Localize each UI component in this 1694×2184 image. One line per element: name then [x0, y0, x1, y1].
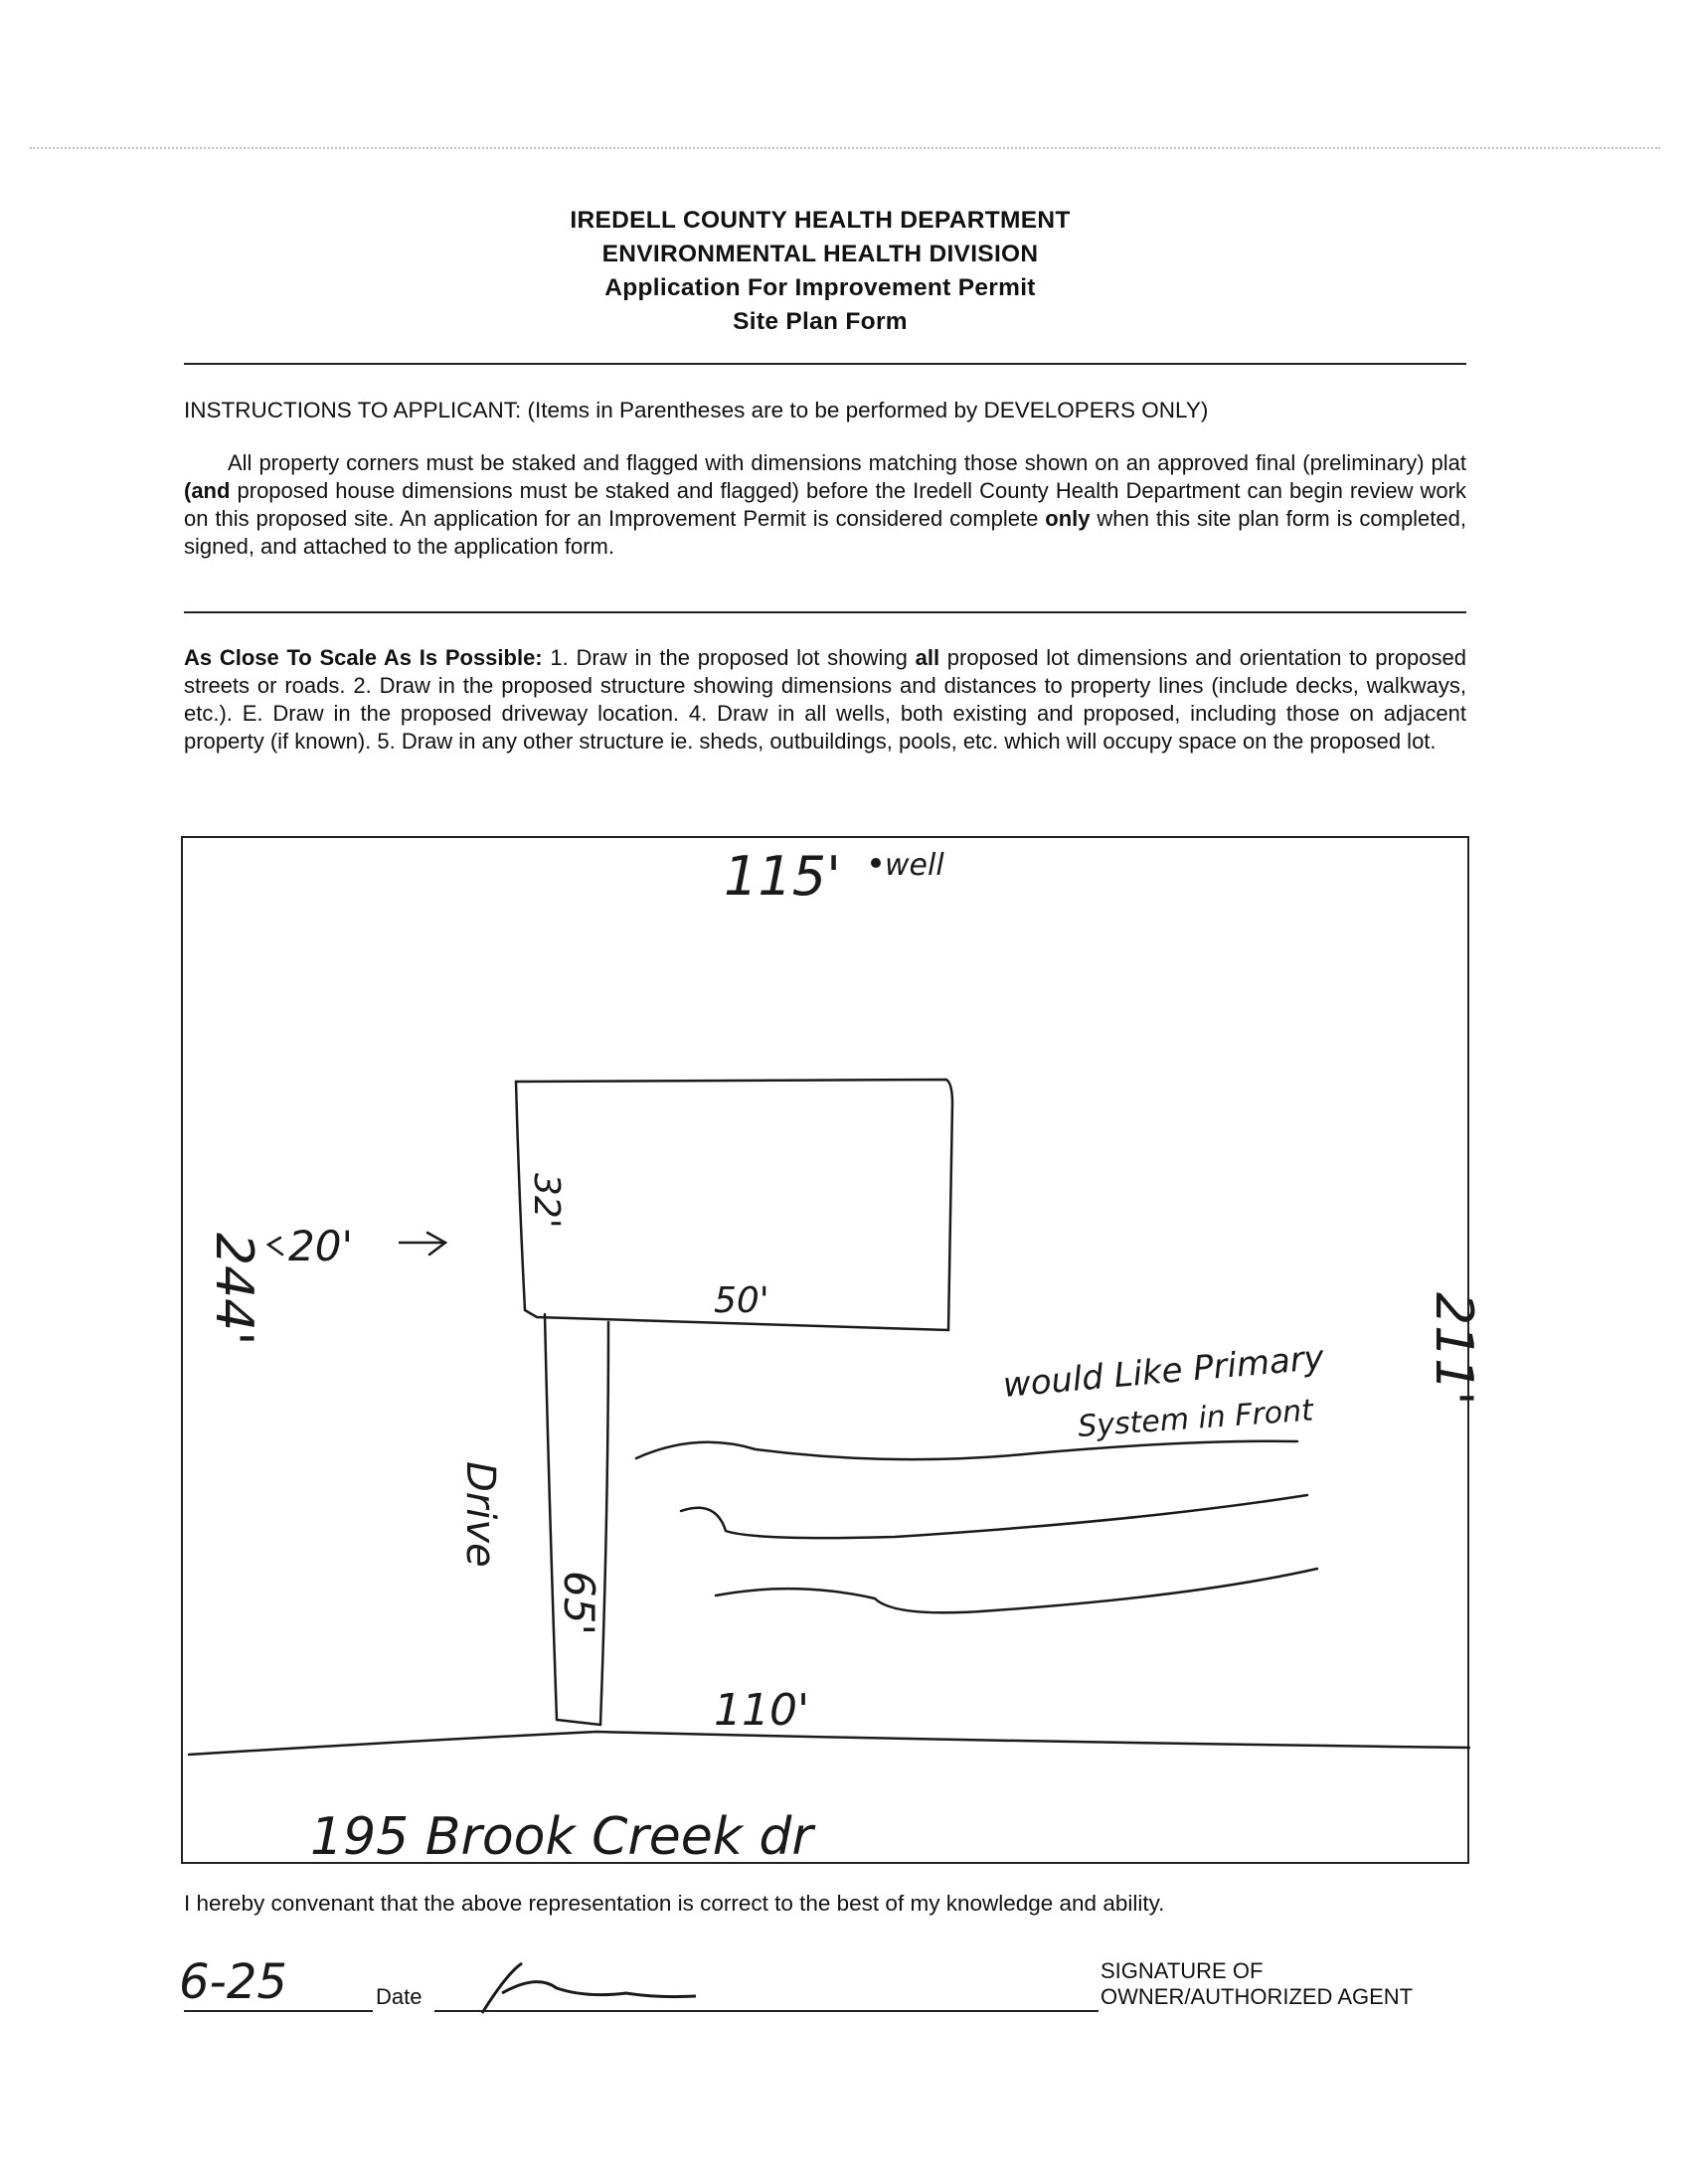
well-label: well: [885, 848, 944, 883]
setback-dimension: 20': [288, 1222, 353, 1270]
instructions-heading: INSTRUCTIONS TO APPLICANT: (Items in Parentheses are to be performed by DEVELOPERS ONLY): [184, 398, 1209, 422]
date-handwritten: 6-25: [179, 1954, 287, 2010]
drive-label: Drive: [457, 1461, 503, 1568]
covenant-statement: I hereby convenant that the above representation is correct to the best of my knowledge and ability.: [184, 1891, 1165, 1916]
signature-row: [184, 1958, 1476, 2018]
road-line: [189, 1732, 1469, 1755]
system-line-3: [716, 1569, 1317, 1612]
left-dimension: 244': [204, 1233, 263, 1346]
system-line-2: [681, 1495, 1307, 1538]
top-dimension: 115': [724, 845, 841, 908]
right-dimension: 211': [1424, 1292, 1483, 1406]
header-department: IREDELL COUNTY HEALTH DEPARTMENT: [570, 207, 1071, 234]
header-division: ENVIRONMENTAL HEALTH DIVISION: [601, 241, 1039, 267]
front-dimension: 110': [714, 1685, 810, 1736]
instructions-paragraph: All property corners must be staked and flagged with dimensions matching those shown on an approved final (preliminary) plat (and proposed house dimensions must be staked and flagged) before the Iredell County Health Department can begin review work on this proposed site. An application for an Improvement Permit is considered complete only when this site plan form is completed, signed, and attached to the application form.: [184, 450, 1466, 559]
signature-label: SIGNATURE OF OWNER/AUTHORIZED AGENT: [1101, 1958, 1414, 2009]
drive-length: 65': [555, 1571, 603, 1635]
house-width-dimension: 50': [714, 1280, 769, 1321]
system-note-line1: would Like Primary: [1001, 1337, 1326, 1406]
system-note-line2: System in Front: [1077, 1393, 1314, 1444]
driveway-bottom: [557, 1720, 600, 1725]
signature-line[interactable]: [434, 2010, 1099, 2012]
well-marker-icon: [871, 858, 881, 868]
driveway-left-edge: [545, 1314, 557, 1720]
address-label: 195 Brook Creek dr: [310, 1807, 813, 1867]
date-label: Date: [376, 1984, 423, 2009]
driveway-right-edge: [600, 1322, 608, 1725]
house-depth-dimension: 32': [526, 1173, 567, 1229]
scale-instructions: As Close To Scale As Is Possible: 1. Draw in the proposed lot showing all proposed lot dimensions and orientation to proposed streets or roads. 2. Draw in the proposed structure showing dimensions and distances to property lines (include decks, walkways, etc.). E. Draw in the proposed driveway location. 4. Draw in all wells, both existing and proposed, including those on adjacent property (if known). 5. Draw in any other structure ie. sheds, outbuildings, pools, etc. which will occupy space on the proposed lot.: [184, 645, 1467, 754]
header-form-title: Site Plan Form: [733, 308, 908, 335]
system-line-1: [636, 1441, 1297, 1459]
date-value-line: [184, 2010, 373, 2012]
arrow-left-head: [268, 1238, 282, 1255]
header-application: Application For Improvement Permit: [604, 274, 1036, 301]
